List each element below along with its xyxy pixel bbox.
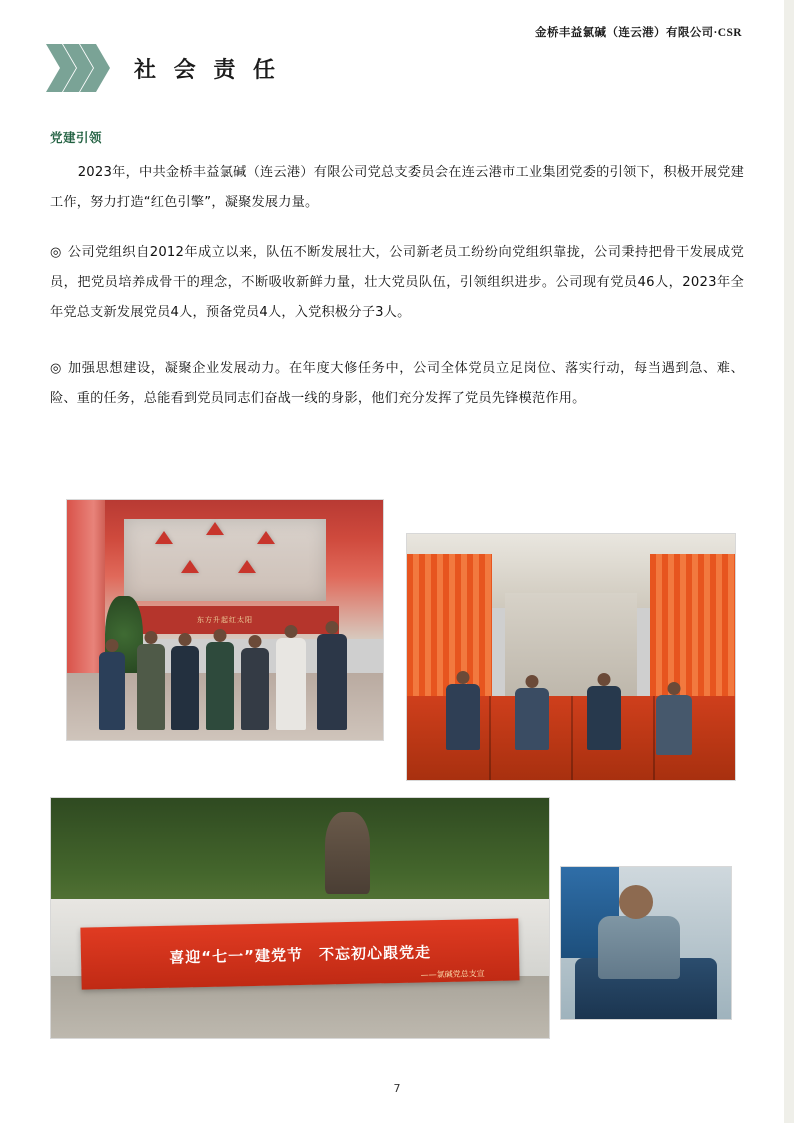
- person-head: [105, 639, 118, 652]
- person-figure: [171, 646, 199, 730]
- chevron-group-icon: [46, 44, 118, 92]
- person-head: [248, 635, 261, 648]
- person-figure: [241, 648, 269, 730]
- photo-2-content: [407, 534, 735, 780]
- paragraph-two-text: 加强思想建设，凝聚企业发展动力。在年度大修任务中，公司全体党员立足岗位、落实行动，每当遇到急、难、险、重的任务，总能看到党员同志们奋战一线的身影，他们充分发挥了党员先锋模范作用。: [50, 361, 745, 406]
- person-head: [325, 621, 338, 634]
- photo-2-seat-divider: [653, 696, 655, 780]
- person-head: [526, 675, 539, 688]
- person-head: [668, 682, 681, 695]
- bullet-icon: ◎: [50, 361, 62, 376]
- star-icon: [257, 531, 275, 544]
- party-exhibition-hall-photo: [66, 499, 384, 741]
- person-head: [214, 629, 227, 642]
- person-head: [457, 671, 470, 684]
- person-figure: [656, 695, 692, 755]
- page-title: 社 会 责 任: [134, 57, 280, 83]
- person-head: [598, 673, 611, 686]
- photo-3-banner-text: 喜迎“七一”建党节 不忘初心跟党走: [168, 942, 432, 967]
- person-figure: [137, 644, 165, 730]
- page-edge-tint: [784, 0, 794, 1123]
- photo-1-content: [67, 500, 383, 740]
- photo-3-content: [51, 798, 549, 1038]
- photo-1-caption: 东方升起红太阳: [111, 606, 339, 635]
- person-head: [179, 633, 192, 646]
- paragraph-intro: 2023年，中共金桥丰益氯碱（连云港）有限公司党总支委员会在连云港市工业集团党委的引领下，积极开展党建工作，努力打造“红色引擎”，凝聚发展力量。: [50, 165, 744, 210]
- person-figure: [276, 638, 306, 730]
- person-head: [284, 625, 297, 638]
- person-head: [144, 631, 157, 644]
- photo-3-banner: [80, 918, 519, 990]
- person-figure: [206, 642, 234, 730]
- subsection-heading: 党建引领: [50, 130, 103, 145]
- bullet-icon: ◎: [50, 245, 62, 260]
- paragraph-ideological-work: [50, 354, 744, 414]
- photo-2-seat-divider: [571, 696, 573, 780]
- paragraph-one-text: 公司党组织自2012年成立以来，队伍不断发展壮大，公司新老员工纷纷向党组织靠拢，公司秉持把骨干发展成党员，把党员培养成骨干的理念，不断吸收新鲜力量，壮大党员队伍，引领组织进步。公司现有党员46人，2023年全年党总支新发展党员4人，预备党员4人，入党积极分子3人。: [50, 245, 744, 320]
- person-figure: [99, 652, 125, 730]
- blood-donation-photo: [560, 866, 732, 1020]
- photo-3-banner-subtext: ——氯碱党总支宣: [420, 969, 485, 980]
- photo-4-content: [561, 867, 731, 1019]
- paragraph-party-organization: [50, 238, 744, 328]
- person-figure: [587, 686, 621, 750]
- photo-2-curtain-left: [407, 554, 492, 697]
- person-figure: [446, 684, 480, 750]
- page-header-company: 金桥丰益氯碱（连云港）有限公司·CSR: [535, 27, 742, 39]
- photo-1-wall-panel: [124, 519, 326, 601]
- person-figure: [317, 634, 347, 730]
- star-icon: [155, 531, 173, 544]
- photo-4-donor-head: [619, 885, 653, 918]
- person-figure: [515, 688, 549, 750]
- star-icon: [181, 560, 199, 573]
- star-icon: [206, 522, 224, 535]
- section-header: [46, 44, 280, 92]
- photo-2-seat-divider: [489, 696, 491, 780]
- photo-2-curtain-right: [650, 554, 735, 697]
- bus-travel-photo: [406, 533, 736, 781]
- page-number: 7: [393, 1082, 401, 1095]
- photo-3-statue: [325, 812, 370, 894]
- group-banner-photo: [50, 797, 550, 1039]
- photo-4-donor-body: [598, 916, 680, 980]
- star-icon: [238, 560, 256, 573]
